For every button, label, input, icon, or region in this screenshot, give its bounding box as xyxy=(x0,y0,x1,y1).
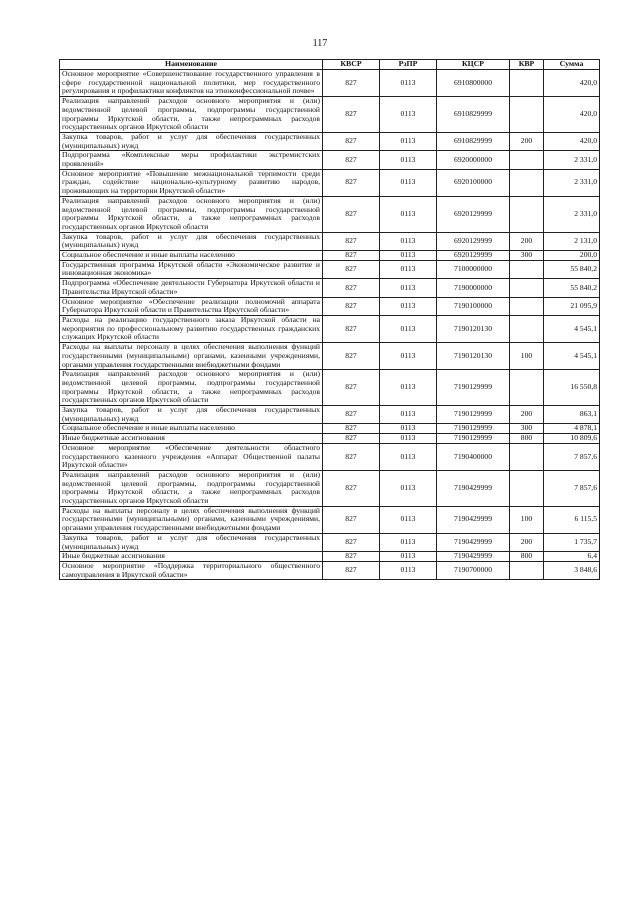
cell-rzpr: 0113 xyxy=(380,315,437,342)
cell-kvr: 200 xyxy=(510,406,544,424)
table-row xyxy=(60,561,600,579)
table-row xyxy=(60,370,600,406)
cell-rzpr: 0113 xyxy=(380,297,437,315)
cell-kvsr: 827 xyxy=(323,406,380,424)
cell-name: Основное мероприятие «Обеспечение деятельности областного государственного казенного учреждения «Аппарат Общественной палаты Иркутской области» xyxy=(60,443,323,470)
table-row xyxy=(60,251,600,261)
cell-rzpr: 0113 xyxy=(380,533,437,551)
cell-kvsr: 827 xyxy=(323,424,380,434)
header-rzpr: РзПР xyxy=(380,60,437,70)
cell-kvsr: 827 xyxy=(323,151,380,169)
cell-kvsr: 827 xyxy=(323,232,380,250)
cell-kvsr: 827 xyxy=(323,70,380,97)
cell-kvr xyxy=(510,169,544,196)
cell-kvr: 300 xyxy=(510,424,544,434)
cell-kvr: 200 xyxy=(510,232,544,250)
header-kvr: КВР xyxy=(510,60,544,70)
cell-kvr xyxy=(510,70,544,97)
cell-name: Основное мероприятие «Обеспечение реализации полномочий аппарата Губернатора Иркутской области и Правительства Иркутской области» xyxy=(60,297,323,315)
cell-name: Основное мероприятие «Поддержка территориального общественного самоуправления в Иркутской области» xyxy=(60,561,323,579)
table-row xyxy=(60,315,600,342)
header-name: Наименование xyxy=(60,60,323,70)
table-row xyxy=(60,470,600,506)
cell-rzpr: 0113 xyxy=(380,470,437,506)
cell-kvsr: 827 xyxy=(323,561,380,579)
cell-sum: 420,0 xyxy=(544,97,600,133)
table-row xyxy=(60,406,600,424)
cell-rzpr: 0113 xyxy=(380,151,437,169)
cell-sum: 2 331,0 xyxy=(544,196,600,232)
cell-rzpr: 0113 xyxy=(380,232,437,250)
cell-kvr: 300 xyxy=(510,251,544,261)
cell-kcsr: 7190429999 xyxy=(437,470,510,506)
cell-sum: 4 545,1 xyxy=(544,343,600,370)
cell-kcsr: 7190429999 xyxy=(437,552,510,562)
cell-kcsr: 7190129999 xyxy=(437,434,510,444)
cell-kvsr: 827 xyxy=(323,434,380,444)
cell-sum: 863,1 xyxy=(544,406,600,424)
cell-rzpr: 0113 xyxy=(380,370,437,406)
table-row xyxy=(60,443,600,470)
table-row xyxy=(60,169,600,196)
cell-kvr xyxy=(510,297,544,315)
cell-kcsr: 7190129999 xyxy=(437,406,510,424)
cell-sum: 200,0 xyxy=(544,251,600,261)
cell-sum: 10 809,6 xyxy=(544,434,600,444)
cell-sum: 1 735,7 xyxy=(544,533,600,551)
table-row xyxy=(60,434,600,444)
cell-kvsr: 827 xyxy=(323,260,380,278)
cell-name: Основное мероприятие «Совершенствование государственного управления в сфере государственной национальной политики, мер государственного регулирования и профилактики конфликтов на этноконфессиональной почве» xyxy=(60,70,323,97)
cell-rzpr: 0113 xyxy=(380,132,437,150)
cell-rzpr: 0113 xyxy=(380,506,437,533)
cell-rzpr: 0113 xyxy=(380,552,437,562)
cell-name: Закупка товаров, работ и услуг для обеспечения государственных (муниципальных) нужд xyxy=(60,132,323,150)
table-row xyxy=(60,260,600,278)
cell-kvsr: 827 xyxy=(323,533,380,551)
cell-kcsr: 6920129999 xyxy=(437,251,510,261)
cell-name: Подпрограмма «Комплексные меры профилактики экстремистских проявлений» xyxy=(60,151,323,169)
cell-kvsr: 827 xyxy=(323,279,380,297)
cell-kcsr: 7190429999 xyxy=(437,506,510,533)
header-row xyxy=(60,60,600,70)
table-row xyxy=(60,196,600,232)
cell-kcsr: 7100000000 xyxy=(437,260,510,278)
cell-kvr xyxy=(510,561,544,579)
cell-kvsr: 827 xyxy=(323,343,380,370)
cell-kcsr: 6920129999 xyxy=(437,232,510,250)
cell-kcsr: 6920129999 xyxy=(437,196,510,232)
cell-kvsr: 827 xyxy=(323,506,380,533)
cell-kcsr: 7190129999 xyxy=(437,370,510,406)
header-kcsr: КЦСР xyxy=(437,60,510,70)
cell-kcsr: 6910829999 xyxy=(437,97,510,133)
cell-kvsr: 827 xyxy=(323,370,380,406)
cell-rzpr: 0113 xyxy=(380,434,437,444)
cell-rzpr: 0113 xyxy=(380,406,437,424)
cell-sum: 2 131,0 xyxy=(544,232,600,250)
cell-sum: 7 857,6 xyxy=(544,470,600,506)
cell-kvsr: 827 xyxy=(323,297,380,315)
cell-sum: 420,0 xyxy=(544,132,600,150)
cell-name: Реализация направлений расходов основного мероприятия и (или) ведомственной целевой программы, подпрограммы государственной программы Иркутской области, а также непрограммных расходов государственных органов Иркутской области xyxy=(60,196,323,232)
cell-name: Закупка товаров, работ и услуг для обеспечения государственных (муниципальных) нужд xyxy=(60,406,323,424)
cell-rzpr: 0113 xyxy=(380,279,437,297)
table-row xyxy=(60,132,600,150)
cell-rzpr: 0113 xyxy=(380,251,437,261)
cell-rzpr: 0113 xyxy=(380,70,437,97)
cell-kvsr: 827 xyxy=(323,169,380,196)
cell-kvr: 800 xyxy=(510,434,544,444)
cell-sum: 420,0 xyxy=(544,70,600,97)
cell-rzpr: 0113 xyxy=(380,443,437,470)
cell-kvsr: 827 xyxy=(323,97,380,133)
cell-name: Основное мероприятие «Повышение межнациональной терпимости среди граждан, содействие национально-культурному развитию народов, проживающих на территории Иркутской области» xyxy=(60,169,323,196)
cell-kcsr: 6920100000 xyxy=(437,169,510,196)
table-row xyxy=(60,232,600,250)
cell-name: Реализация направлений расходов основного мероприятия и (или) ведомственной целевой программы, подпрограммы государственной программы Иркутской области, а также непрограммных расходов государственных органов Иркутской области xyxy=(60,470,323,506)
cell-sum: 55 840,2 xyxy=(544,260,600,278)
cell-rzpr: 0113 xyxy=(380,169,437,196)
cell-rzpr: 0113 xyxy=(380,424,437,434)
cell-sum: 7 857,6 xyxy=(544,443,600,470)
cell-sum: 2 331,0 xyxy=(544,151,600,169)
cell-kcsr: 7190429999 xyxy=(437,533,510,551)
cell-sum: 21 095,9 xyxy=(544,297,600,315)
cell-kvsr: 827 xyxy=(323,132,380,150)
cell-kvr xyxy=(510,315,544,342)
cell-sum: 16 550,8 xyxy=(544,370,600,406)
table-row xyxy=(60,97,600,133)
budget-table xyxy=(59,59,600,580)
table-row xyxy=(60,343,600,370)
cell-kvr xyxy=(510,260,544,278)
cell-kcsr: 7190000000 xyxy=(437,279,510,297)
cell-sum: 55 840,2 xyxy=(544,279,600,297)
cell-kcsr: 7190120130 xyxy=(437,343,510,370)
cell-kvr: 200 xyxy=(510,132,544,150)
cell-name: Иные бюджетные ассигнования xyxy=(60,434,323,444)
cell-kvr xyxy=(510,470,544,506)
cell-kvsr: 827 xyxy=(323,315,380,342)
table-row xyxy=(60,552,600,562)
cell-kcsr: 6920000000 xyxy=(437,151,510,169)
cell-kcsr: 7190100000 xyxy=(437,297,510,315)
table-row xyxy=(60,279,600,297)
cell-kcsr: 6910829999 xyxy=(437,132,510,150)
cell-sum: 3 848,6 xyxy=(544,561,600,579)
cell-rzpr: 0113 xyxy=(380,343,437,370)
table-row xyxy=(60,533,600,551)
table-body xyxy=(60,70,600,580)
cell-name: Иные бюджетные ассигнования xyxy=(60,552,323,562)
cell-kvr xyxy=(510,97,544,133)
cell-sum: 6 115,5 xyxy=(544,506,600,533)
header-kvsr: КВСР xyxy=(323,60,380,70)
cell-name: Социальное обеспечение и иные выплаты населению xyxy=(60,251,323,261)
cell-kcsr: 7190700000 xyxy=(437,561,510,579)
header-sum: Сумма xyxy=(544,60,600,70)
cell-name: Закупка товаров, работ и услуг для обеспечения государственных (муниципальных) нужд xyxy=(60,232,323,250)
cell-kvr xyxy=(510,370,544,406)
cell-kcsr: 7190400000 xyxy=(437,443,510,470)
cell-kvr: 200 xyxy=(510,533,544,551)
table-row xyxy=(60,506,600,533)
cell-sum: 6,4 xyxy=(544,552,600,562)
cell-kvr: 800 xyxy=(510,552,544,562)
table-row xyxy=(60,297,600,315)
cell-kvr: 100 xyxy=(510,343,544,370)
cell-sum: 4 878,1 xyxy=(544,424,600,434)
cell-rzpr: 0113 xyxy=(380,97,437,133)
cell-kcsr: 7190120130 xyxy=(437,315,510,342)
cell-kvr xyxy=(510,196,544,232)
cell-name: Социальное обеспечение и иные выплаты населению xyxy=(60,424,323,434)
cell-sum: 2 331,0 xyxy=(544,169,600,196)
cell-sum: 4 545,1 xyxy=(544,315,600,342)
cell-kvsr: 827 xyxy=(323,251,380,261)
cell-name: Закупка товаров, работ и услуг для обеспечения государственных (муниципальных) нужд xyxy=(60,533,323,551)
cell-kvr xyxy=(510,443,544,470)
table-row xyxy=(60,70,600,97)
cell-kvsr: 827 xyxy=(323,470,380,506)
cell-kvr: 100 xyxy=(510,506,544,533)
cell-name: Расходы на выплаты персоналу в целях обеспечения выполнения функций государственными (муниципальными) органами, казенными учреждениями, органами управления государственными внебюджетными фондами xyxy=(60,343,323,370)
cell-name: Реализация направлений расходов основного мероприятия и (или) ведомственной целевой программы, подпрограммы государственной программы Иркутской области, а также непрограммных расходов государственных органов Иркутской области xyxy=(60,370,323,406)
cell-kvr xyxy=(510,279,544,297)
cell-kvsr: 827 xyxy=(323,196,380,232)
table-row xyxy=(60,151,600,169)
cell-name: Реализация направлений расходов основного мероприятия и (или) ведомственной целевой программы, подпрограммы государственной программы Иркутской области, а также непрограммных расходов государственных органов Иркутской области xyxy=(60,97,323,133)
cell-rzpr: 0113 xyxy=(380,260,437,278)
cell-name: Государственная программа Иркутской области «Экономическое развитие и инновационная экономика» xyxy=(60,260,323,278)
cell-kcsr: 7190129999 xyxy=(437,424,510,434)
cell-name: Расходы на выплаты персоналу в целях обеспечения выполнения функций государственными (муниципальными) органами, казенными учреждениями, органами управления государственными внебюджетными фондами xyxy=(60,506,323,533)
cell-kcsr: 6910800000 xyxy=(437,70,510,97)
table-header xyxy=(60,60,600,70)
cell-kvsr: 827 xyxy=(323,552,380,562)
cell-rzpr: 0113 xyxy=(380,561,437,579)
cell-name: Расходы на реализацию государственного заказа Иркутской области на мероприятия по профессиональному развитию государственных гражданских служащих Иркутской области xyxy=(60,315,323,342)
page-number: 117 xyxy=(312,38,328,49)
cell-rzpr: 0113 xyxy=(380,196,437,232)
cell-kvr xyxy=(510,151,544,169)
cell-name: Подпрограмма «Обеспечение деятельности Губернатора Иркутской области и Правительства Иркутской области» xyxy=(60,279,323,297)
cell-kvsr: 827 xyxy=(323,443,380,470)
